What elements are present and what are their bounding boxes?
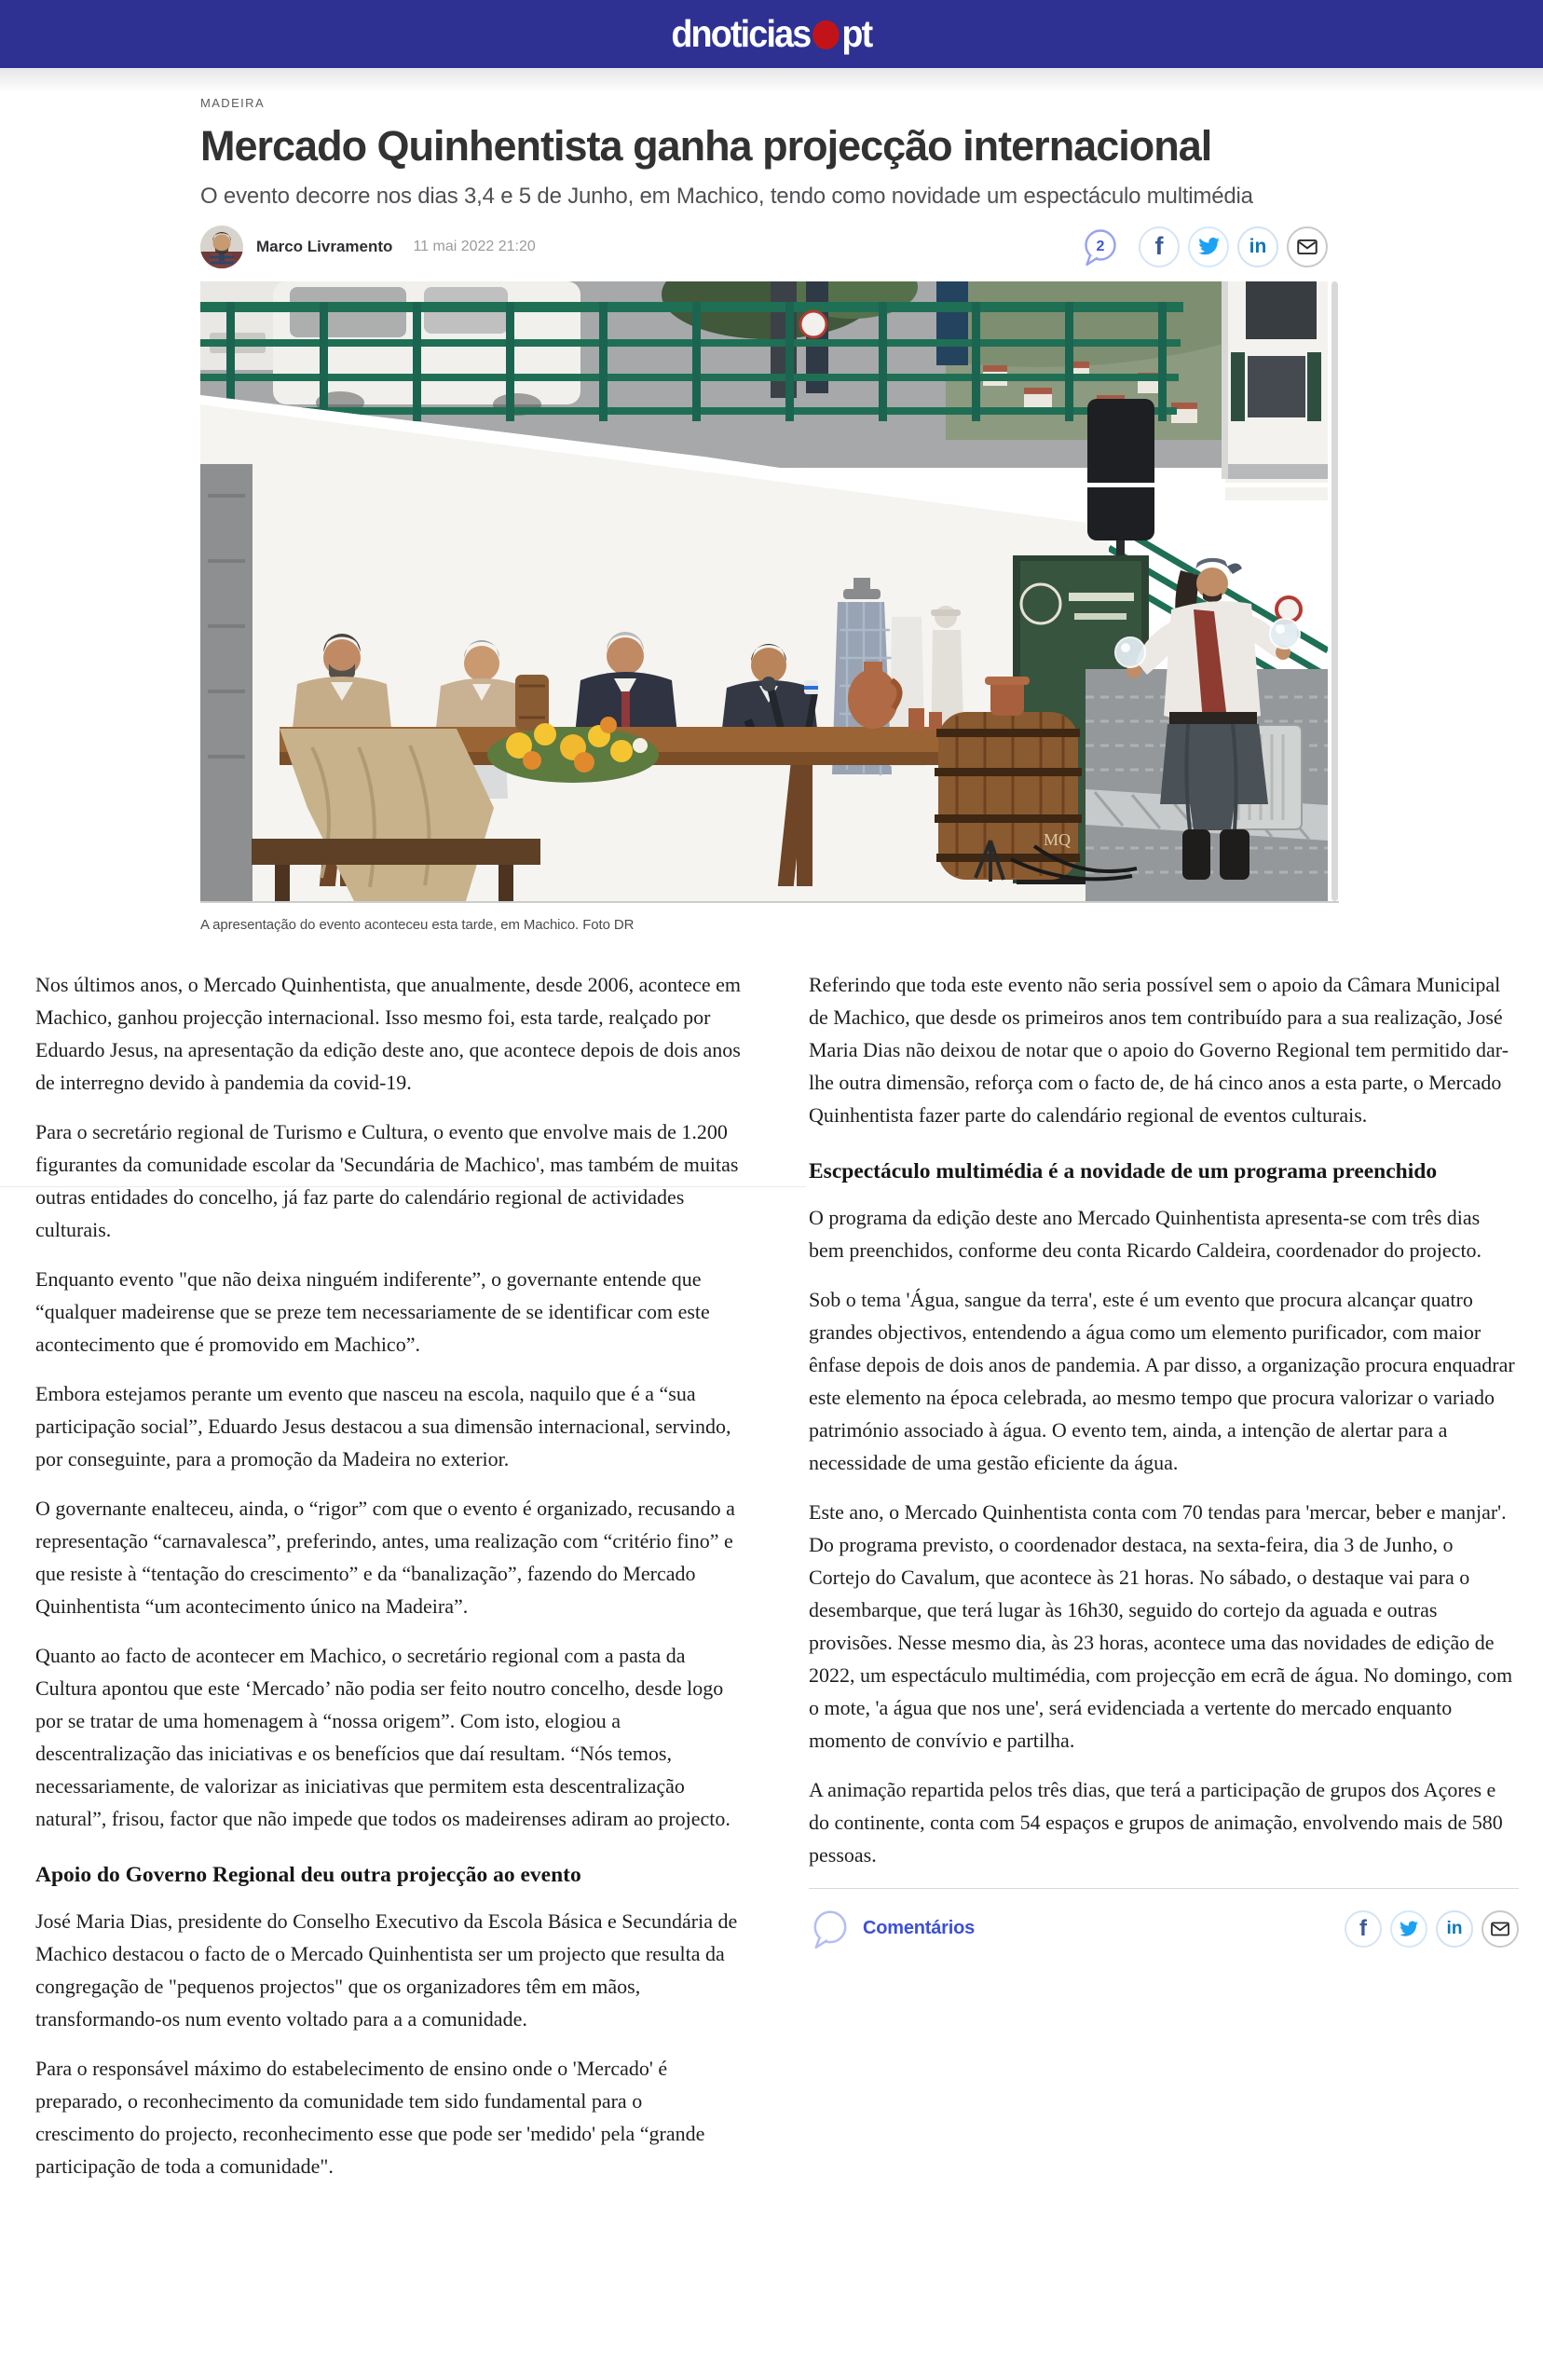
photo-caption: A apresentação do evento aconteceu esta tarde, em Machico. Foto DR <box>200 916 635 933</box>
article-paragraph: Para o secretário regional de Turismo e Cultura, o evento que envolve mais de 1.200 figurantes da comunidade escolar da 'Secundária de Machico', mas também de muitas outras entidades do concelho, já faz parte do calendário regional de actividades culturais. <box>35 1119 739 1241</box>
email-icon <box>1489 1918 1511 1940</box>
linkedin-icon: in <box>1249 236 1267 257</box>
article-body <box>35 968 1519 2199</box>
article-paragraph: O governante enalteceu, ainda, o “rigor” com que o evento é organizado, recusando a representação “carnavalesca”, preferindo, antes, uma realização com “critério fino” e que resiste à “tentação do crescimento” e da “banalização”, fazendo do Mercado Quinhentista “um acontecimento único na Madeira”. <box>35 1496 735 1618</box>
linkedin-icon: in <box>1446 1919 1463 1938</box>
site-header <box>0 0 1543 68</box>
article-paragraph: Sob o tema 'Água, sangue da terra', este é um evento que procura alcançar quatro grandes objectivos, entendendo a água como um elemento purificador, com maior ênfase depois de dois anos de pandemia. A par disso, a organização procura enquadrar este elemento na época celebrada, ao mesmo tempo que procura valorizar o variado património associado à água. O evento tem, ainda, a intenção de alertar para a necessidade de uma gestão eficiente da água. <box>809 1287 1515 1474</box>
twitter-share-button[interactable] <box>1188 226 1229 267</box>
header-fade <box>0 68 1543 92</box>
email-icon <box>1295 235 1319 259</box>
logo-dot-icon <box>812 21 840 49</box>
article-paragraph: Quanto ao facto de acontecer em Machico, o secretário regional com a pasta da Cultura apontou que este ‘Mercado’ não podia ser feito noutro concelho, desde logo por se tratar de uma homenagem à “nossa origem”. Com isto, elogiou a descentralização das iniciativas e os benefícios que daí resultam. “Nós temos, necessariamente, de valorizar as iniciativas que permitem esta descentralização natural”, frisou, factor que não impede que todos os madeirenses adiram ao projecto. <box>35 1643 731 1830</box>
page-title: Mercado Quinhentista ganha projecção internacional <box>200 122 1212 170</box>
article-paragraph: Este ano, o Mercado Quinhentista conta com 70 tendas para 'mercar, beber e manjar'. Do programa previsto, o coordenador destaca, na sexta-feira, dia 3 de Junho, o Cortejo do Cavalum, que acontece às 21 horas. No sábado, o destaque vai para o desembarque, que terá lugar às 16h30, seguido do cortejo da aguada e outras provisões. Nesse mesmo dia, às 23 horas, acontece uma das novidades de edição de 2022, um espectáculo multimédia, com projecção em ecrã de água. No domingo, com o mote, 'a água que nos une', será evidenciada a vertente do mercado enquanto momento de convívio e partilha. <box>809 1499 1513 1752</box>
email-share-button[interactable] <box>1482 1910 1519 1948</box>
author-name[interactable]: Marco Livramento <box>256 237 393 255</box>
comments-label: Comentários <box>863 1918 976 1938</box>
twitter-icon <box>1197 235 1221 258</box>
photo-divider <box>200 901 1339 903</box>
facebook-share-button[interactable] <box>1139 226 1180 267</box>
article-paragraph: Para o responsável máximo do estabelecimento de ensino onde o 'Mercado' é preparado, o reconhecimento da comunidade tem sido fundamental para o crescimento do projecto, reconhecimento esse que pode ser 'medido' pela “grande participação de toda a comunidade". <box>35 2056 705 2178</box>
article-subheading: Apoio do Governo Regional deu outra projecção ao evento <box>35 1862 581 1887</box>
svg-text:MQ: MQ <box>1044 829 1072 849</box>
author-row <box>200 226 1328 268</box>
comment-bubble-icon <box>809 1908 852 1950</box>
avatar[interactable] <box>200 226 243 268</box>
linkedin-share-button[interactable] <box>1436 1910 1473 1948</box>
article-column-left <box>35 968 745 2199</box>
article-paragraph: Embora estejamos perante um evento que nasceu na escola, naquilo que é a “sua participação social”, Eduardo Jesus destacou a sua dimensão internacional, servindo, por conseguinte, para a promoção da Madeira no exterior. <box>35 1381 731 1470</box>
logo-text-left: dnoticias <box>671 12 811 55</box>
facebook-icon: f <box>1359 1915 1367 1941</box>
linkedin-share-button[interactable] <box>1237 226 1278 267</box>
comments-button[interactable] <box>809 1908 975 1950</box>
article-paragraph: A animação repartida pelos três dias, que terá a participação de grupos dos Açores e do continente, conta com 54 espaços e grupos de animação, envolvendo mais de 580 pessoas. <box>809 1777 1503 1867</box>
article-header <box>200 96 1328 933</box>
comment-bubble-icon <box>1080 226 1121 267</box>
article-photo[interactable] <box>200 281 1328 901</box>
article-photo-image <box>200 281 1328 901</box>
twitter-share-button[interactable] <box>1390 1910 1427 1948</box>
share-row-bottom <box>1345 1910 1519 1948</box>
photo-scrollbar[interactable] <box>1331 281 1338 901</box>
comments-count-button[interactable] <box>1080 226 1121 267</box>
svg-text:2: 2 <box>1096 238 1105 254</box>
article-paragraph: O programa da edição deste ano Mercado Quinhentista apresenta-se com três dias bem preenchidos, conforme deu conta Ricardo Caldeira, coordenador do projecto. <box>809 1205 1482 1262</box>
article-paragraph: Enquanto evento "que não deixa ninguém indiferente”, o governante entende que “qualquer madeirense que se preze tem necessariamente de se identificar com este acontecimento que é promovido em Machico”. <box>35 1266 710 1356</box>
logo-text-right: pt <box>841 12 872 55</box>
publish-date: 11 mai 2022 21:20 <box>413 238 536 254</box>
article-column-right-text <box>809 968 1519 1871</box>
facebook-share-button[interactable] <box>1345 1910 1382 1948</box>
breadcrumb-category[interactable]: MADEIRA <box>200 96 266 110</box>
avatar-image <box>200 226 243 268</box>
article-paragraph: José Maria Dias, presidente do Conselho Executivo da Escola Básica e Secundária de Machico destacou o facto de o Mercado Quinhentista ser um projecto que resulta da congregação de "pequenos projectos" que os organizadores têm em mãos, transformando-os num evento voltado para a a comunidade. <box>35 1908 738 2031</box>
article-paragraph: Referindo que toda este evento não seria possível sem o apoio da Câmara Municipal de Machico, que desde os primeiros anos tem contribuído para a sua realização, José Maria Dias não deixou de notar que o apoio do Governo Regional tem permitido dar-lhe outra dimensão, reforça com o facto de, de há cinco anos a esta parte, o Mercado Quinhentista fazer parte do calendário regional de eventos culturais. <box>809 972 1509 1127</box>
article-paragraph: Nos últimos anos, o Mercado Quinhentista, que anualmente, desde 2006, acontece em Machico, ganhou projecção internacional. Isso mesmo foi, esta tarde, realçado por Eduardo Jesus, na apresentação da edição deste ano, que acontece depois de dois anos de interregno devido à pandemia da covid-19. <box>35 972 741 1094</box>
email-share-button[interactable] <box>1287 226 1328 267</box>
comments-bar <box>809 1888 1519 1950</box>
article-column-right <box>809 968 1519 2199</box>
article-subtitle: O evento decorre nos dias 3,4 e 5 de Junho, em Machico, tendo como novidade um espectáculo multimédia <box>200 183 1253 209</box>
facebook-icon: f <box>1154 232 1164 260</box>
site-logo[interactable] <box>672 12 872 56</box>
share-row-top <box>1080 226 1328 267</box>
twitter-icon <box>1399 1919 1419 1939</box>
article-subheading: Escpectáculo multimédia é a novidade de um programa preenchido <box>809 1158 1438 1183</box>
